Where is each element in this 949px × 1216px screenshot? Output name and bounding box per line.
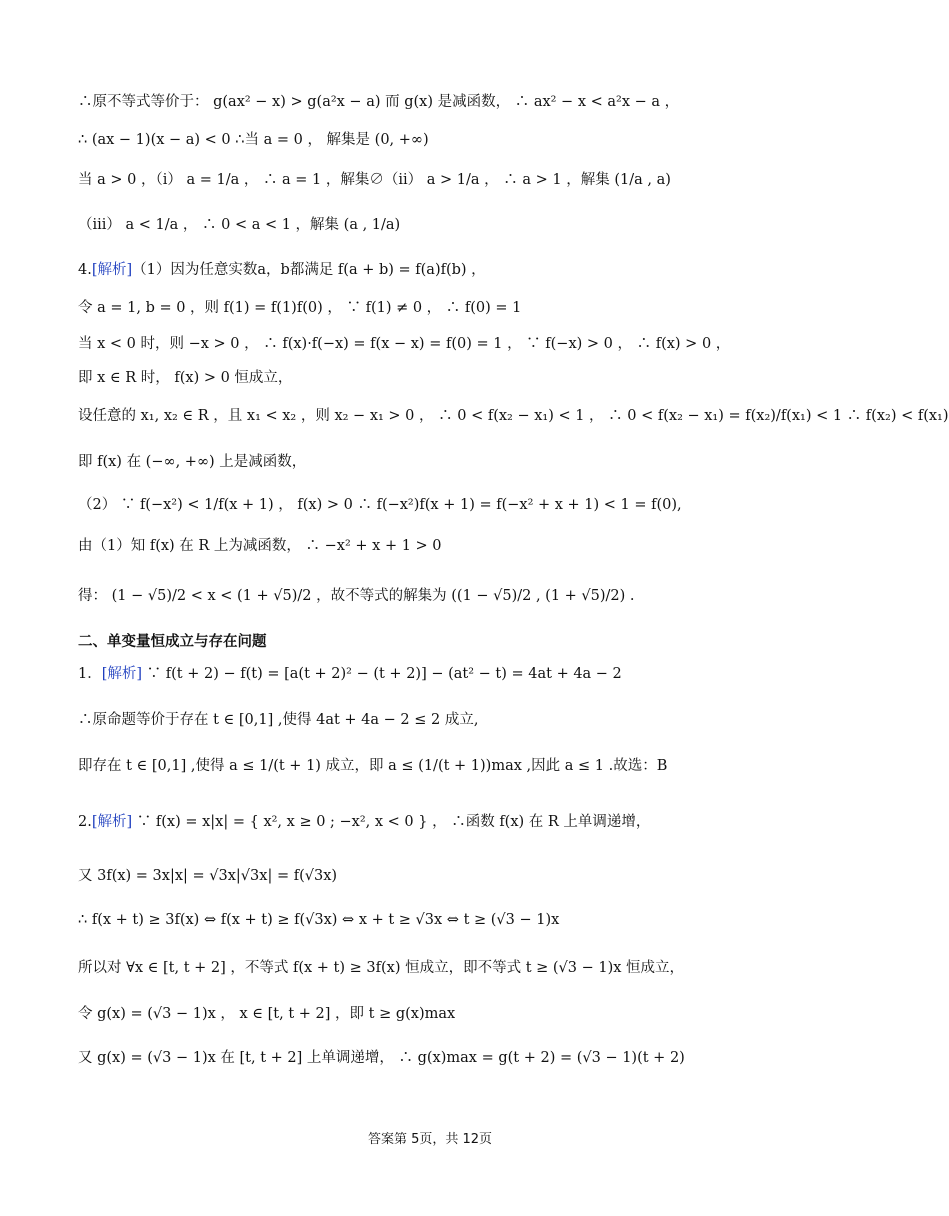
analysis-tag: [解析] xyxy=(91,262,133,278)
text-line-10 xyxy=(78,452,820,472)
text-line-23 xyxy=(78,1048,820,1068)
text-line-21 xyxy=(78,958,820,978)
line-text: 令 g(x) = (√3 − 1)x ， x ∈ [t, t + 2] ，即 t ≥ g(x)max xyxy=(78,1006,456,1022)
text-line-5 xyxy=(78,260,820,280)
line-text: ∵ f(x) = x|x| = { x², x ≥ 0 ; −x², x < 0 } ， ∴函数 f(x) 在 R 上单调递增， xyxy=(132,814,651,830)
text-line-18 xyxy=(78,812,820,832)
line-text: 当 x < 0 时，则 −x > 0 ， ∴ f(x)·f(−x) = f(x − x) = f(0) = 1 ， ∵ f(−x) > 0 ， ∴ f(x) > 0 ， xyxy=(78,336,731,352)
section-heading xyxy=(78,632,820,652)
text-line-13 xyxy=(78,586,820,606)
line-text: ∴原不等式等价于： g(ax² − x) > g(a²x − a) 而 g(x) 是减函数， ∴ ax² − x < a²x − a ， xyxy=(78,94,680,110)
line-text: ∴ f(x + t) ≥ 3f(x) ⇔ f(x + t) ≥ f(√3x) ⇔ x + t ≥ √3x ⇔ t ≥ (√3 − 1)x xyxy=(78,912,560,928)
item-number: 1． xyxy=(78,666,102,682)
line-text: （2） ∵ f(−x²) < 1/f(x + 1) ， f(x) > 0 ∴ f(−x²)f(x + 1) = f(−x² + x + 1) < 1 = f(0), xyxy=(78,497,682,513)
page-number-text: 答案第 5页，共 12页 xyxy=(367,1132,493,1147)
line-text: 当 a > 0 ，（i） a = 1/a ， ∴ a = 1 ，解集∅（ii） a > 1/a ， ∴ a > 1 ，解集 (1/a , a) xyxy=(78,172,671,188)
line-text: 即存在 t ∈ [0,1] ,使得 a ≤ 1/(t + 1) 成立，即 a ≤ (1/(t + 1))max ,因此 a ≤ 1 .故选：B xyxy=(78,758,668,774)
text-line-16 xyxy=(78,710,820,730)
line-text: 令 a = 1, b = 0 ，则 f(1) = f(1)f(0) ， ∵ f(1) ≠ 0 ， ∴ f(0) = 1 xyxy=(78,300,522,316)
text-line-2 xyxy=(78,130,820,150)
line-text: （1）因为任意实数a，b都满足 f(a + b) = f(a)f(b) ， xyxy=(132,262,486,278)
text-line-1 xyxy=(78,92,820,112)
text-line-4 xyxy=(78,215,820,235)
text-line-19 xyxy=(78,866,820,886)
line-text: 由（1）知 f(x) 在 R 上为减函数， ∴ −x² + x + 1 > 0 xyxy=(78,538,442,554)
line-text: 所以对 ∀x ∈ [t, t + 2] ，不等式 f(x + t) ≥ 3f(x) 恒成立，即不等式 t ≥ (√3 − 1)x 恒成立， xyxy=(78,960,685,976)
text-line-8 xyxy=(78,368,820,388)
line-text: ∴ (ax − 1)(x − a) < 0 ∴当 a = 0 ， 解集是 (0, +∞) xyxy=(78,132,429,148)
analysis-tag: [解析] xyxy=(91,814,133,830)
heading-text: 二、单变量恒成立与存在问题 xyxy=(78,634,267,650)
line-text: 即 x ∈ R 时， f(x) > 0 恒成立， xyxy=(78,370,293,386)
text-line-6 xyxy=(78,298,820,318)
text-line-9 xyxy=(78,406,949,426)
line-text: 即 f(x) 在 (−∞, +∞) 上是减函数， xyxy=(78,454,307,470)
text-line-3 xyxy=(78,170,820,190)
text-line-11 xyxy=(78,495,820,515)
line-text: 得： (1 − √5)/2 < x < (1 + √5)/2 ，故不等式的解集为 ((1 − √5)/2 , (1 + √5)/2) . xyxy=(78,588,635,604)
item-number: 2. xyxy=(78,814,92,830)
text-line-12 xyxy=(78,536,820,556)
line-text: （iii） a < 1/a ， ∴ 0 < a < 1 ，解集 (a , 1/a) xyxy=(78,217,401,233)
line-text: 又 3f(x) = 3x|x| = √3x|√3x| = f(√3x) xyxy=(78,868,338,884)
text-line-17 xyxy=(78,756,820,776)
text-line-20 xyxy=(78,910,820,930)
text-line-15 xyxy=(78,664,820,684)
line-text: 设任意的 x₁, x₂ ∈ R ，且 x₁ < x₂ ，则 x₂ − x₁ > 0 ， ∴ 0 < f(x₂ − x₁) < 1 ， ∴ 0 < f(x₂ − x₁) = f(x₂)/f(x₁) < 1 ∴ f(x₂) < f(x₁) xyxy=(78,408,949,424)
text-line-22 xyxy=(78,1004,820,1024)
analysis-tag: [解析] xyxy=(101,666,143,682)
item-number: 4. xyxy=(78,262,92,278)
line-text: ∴原命题等价于存在 t ∈ [0,1] ,使得 4at + 4a − 2 ≤ 2 成立, xyxy=(78,712,479,728)
line-text: ∵ f(t + 2) − f(t) = [a(t + 2)² − (t + 2)] − (at² − t) = 4at + 4a − 2 xyxy=(142,666,622,682)
line-text: 又 g(x) = (√3 − 1)x 在 [t, t + 2] 上单调递增， ∴ g(x)max = g(t + 2) = (√3 − 1)(t + 2) xyxy=(78,1050,685,1066)
text-line-7 xyxy=(78,334,820,354)
page-footer xyxy=(0,1128,860,1147)
